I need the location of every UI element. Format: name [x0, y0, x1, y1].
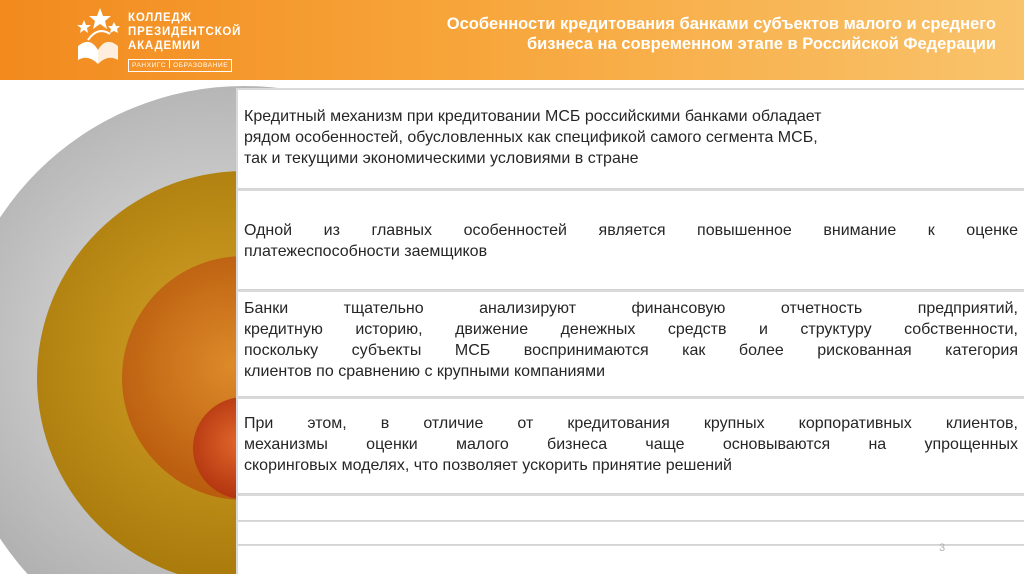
row-4-line-3: скоринговых моделях, что позволяет ускорить принятие решений: [244, 457, 732, 474]
row-3-line-3: поскольку субъекты МСБ воспринимаются как более рискованная категория: [244, 342, 1018, 359]
row-3-line-4: клиентов по сравнению с крупными компаниями: [244, 363, 605, 380]
row-1-text: [244, 106, 1018, 169]
content-row-2: [238, 191, 1024, 290]
content-row-4: [238, 399, 1024, 494]
row-2-text: [244, 220, 1018, 262]
empty-row-1: [238, 496, 1024, 521]
row-1-line-2: рядом особенностей, обусловленных как спецификой самого сегмента МСБ,: [244, 129, 818, 146]
logo-line-1: КОЛЛЕДЖ: [128, 12, 192, 24]
empty-row-2: [238, 522, 1024, 545]
content-row-1: [238, 90, 1024, 189]
logo-line-2: ПРЕЗИДЕНТСКОЙ: [128, 26, 242, 38]
logo-sub-left: РАНХИГС: [132, 62, 167, 69]
row-1-line-3: так и текущими экономическими условиями в стране: [244, 150, 639, 167]
row-3-text: [244, 298, 1018, 382]
logo-sub-right: ОБРАЗОВАНИЕ: [173, 62, 229, 69]
logo-line-3: АКАДЕМИИ: [128, 40, 201, 52]
row-3-line-2: кредитную историю, движение денежных средств и структуру собственности,: [244, 321, 1018, 338]
empty-row-3: [238, 546, 1024, 574]
row-4-text: [244, 413, 1018, 476]
row-2-line-2: платежеспособности заемщиков: [244, 243, 488, 260]
page-number: 3: [939, 542, 946, 554]
slide-title-line-1: Особенности кредитования банками субъектов малого и среднего: [446, 15, 996, 33]
slide-title-line-2: бизнеса на современном этапе в Российской Федерации: [526, 35, 996, 53]
row-2-line-1: Одной из главных особенностей является повышенное внимание к оценке: [244, 222, 1018, 239]
row-4-line-1: При этом, в отличие от кредитования крупных корпоративных клиентов,: [244, 415, 1018, 432]
content-row-3: [238, 292, 1024, 397]
row-4-line-2: механизмы оценки малого бизнеса чаще основываются на упрощенных: [244, 436, 1018, 453]
row-3-line-1: Банки тщательно анализируют финансовую отчетность предприятий,: [244, 300, 1018, 317]
row-1-line-1: Кредитный механизм при кредитовании МСБ российскими банками обладает: [244, 108, 822, 125]
